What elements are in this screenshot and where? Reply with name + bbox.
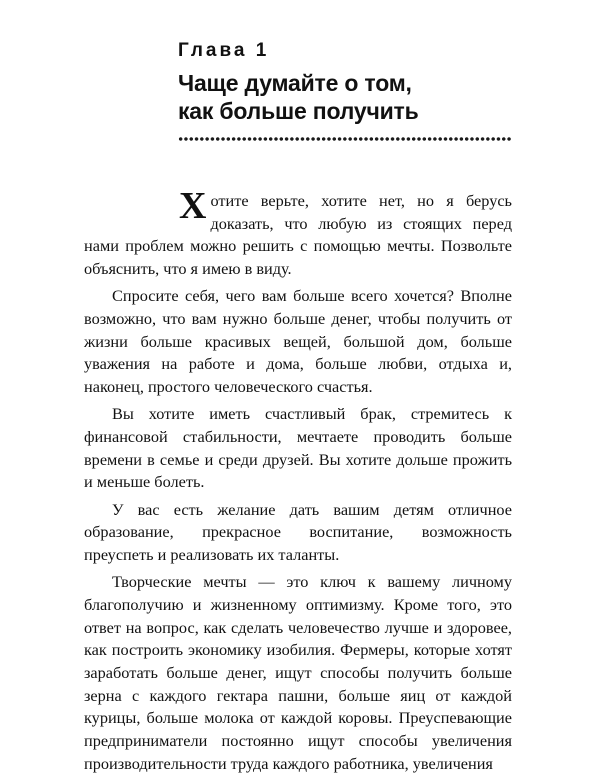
chapter-title-line-1: Чаще думайте о том, <box>178 70 412 96</box>
paragraph-2: Спросите себя, чего вам больше всего хочется? Вполне возможно, что вам нужно больше денег, чтобы получить от жизни больше красивых вещей, большой дом, больше уважения на работе и дома, больше любви, отдыха и, наконец, простого человеческого счастья. <box>84 286 512 397</box>
paragraph-1 <box>84 185 512 281</box>
paragraph-5: Творческие мечты — это ключ к вашему личному благополучию и жизненному оптимизму. Кроме того, это ответ на вопрос, как сделать человечество лучше и здоровее, как построить экономику изобилия. Фермеры, которые хотят заработать больше денег, ищут способы получить больше зерна с каждого гектара пашни, больше яиц от каждой курицы, больше молока от каждой коровы. Преуспевающие предприниматели постоянно ищут способы увеличения производительности труда каждого работника, увеличения <box>84 572 512 773</box>
drop-cap: Х <box>179 185 207 227</box>
paragraph-1-text: отите верьте, хотите нет, но я берусь доказать, что любую из стоящих перед нами проблем можно решить с помощью мечты. Позвольте объяснить, что я имею в виду. <box>84 191 512 279</box>
chapter-label: Глава 1 <box>178 40 270 61</box>
chapter-body <box>84 185 512 780</box>
paragraph-3: Вы хотите иметь счастливый брак, стремитесь к финансовой стабильности, мечтаете проводить больше времени в семье и среди друзей. Вы хотите дольше прожить и меньше болеть. <box>84 404 512 492</box>
paragraph-4: У вас есть желание дать вашим детям отличное образование, прекрасное воспитание, возможность преуспеть и реализовать их таланты. <box>84 499 512 565</box>
chapter-title <box>178 69 419 125</box>
chapter-title-line-2: как больше получить <box>178 98 419 124</box>
dotted-divider <box>178 136 512 142</box>
